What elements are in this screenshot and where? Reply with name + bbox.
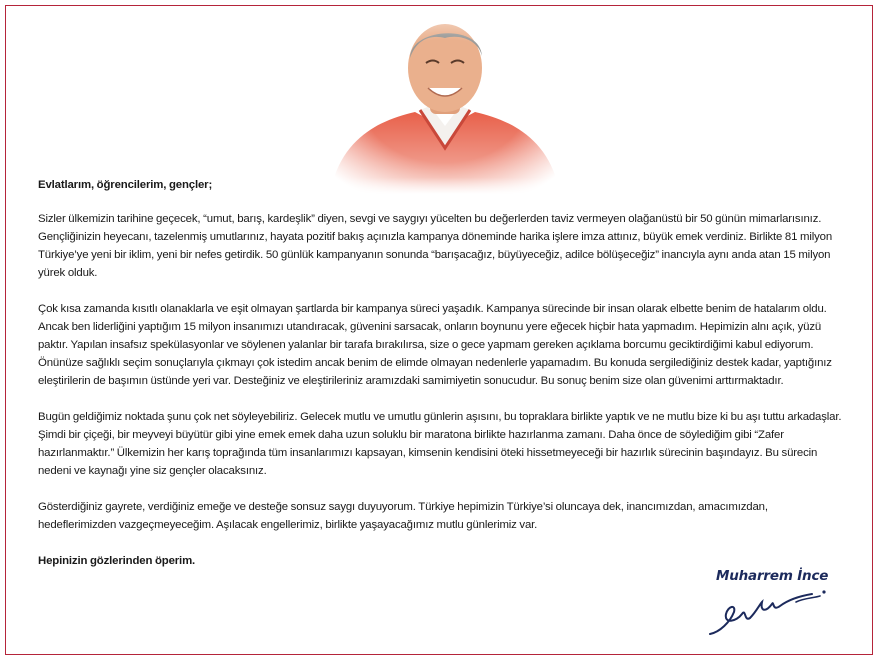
letter-body xyxy=(38,176,844,570)
paragraph: Gösterdiğiniz gayrete, verdiğiniz emeğe ve desteğe sonsuz saygı duyuyorum. Türkiye hepimizin Türkiye’si oluncaya dek, inancımızdan, amacımızdan, hedeflerimizden vazgeçmeyeceğim. Aşılacak engellerimiz, birlikte yaşayacağımız mutlu günlerimiz var. xyxy=(38,501,768,531)
signer-name: Muharrem İnce xyxy=(716,568,829,584)
paragraph: Çok kısa zamanda kısıtlı olanaklarla ve eşit olmayan şartlarda bir kampanya süreci yaşadık. Kampanya sürecinde bir insan olarak elbette benim de hatalarım oldu. Ancak ben liderliğini yaptığım 15 milyon insanımızı utandıracak, güvenini sarsacak, onların boynunu yere eğecek hiçbir hata yapmadım. Hepimizin alnı açık, yüzü paktır. Yapılan insafsız spekülasyonlar ve söylenen yalanlar bir tarafa bırakılırsa, size o gece yapmam gereken açıklama borcumu geciktirdiğimi kabul ediyorum. Önünüze sağlıklı seçim sonuçlarıyla çıkmayı çok istedim ancak benim de elimde olmayan nedenlerle yapamadım. Bu konuda sergilediğiniz destek kadar, yaptığınız eleştirilerin de başımın üstünde yeri var. Desteğiniz ve eleştirileriniz aramızdaki samimiyetin sonucudur. Bu sonuç benim size olan güvenimi arttırmaktadır. xyxy=(38,303,832,387)
paragraph: Sizler ülkemizin tarihine geçecek, “umut, barış, kardeşlik” diyen, sevgi ve saygıyı yücelten bu değerlerden taviz vermeyen olağanüstü bir 50 günün mimarlarısınız. Gençliğinizin heyecanı, tazelenmiş umutlarınız, hayata pozitif bakış açınızla kampanya döneminde harika işlere imza attınız, büyük emek verdiniz. Birlikte 81 milyon Türkiye’ye yeni bir iklim, yeni bir nefes getirdik. 50 günlük kampanyanın sonunda “barışacağız, büyüyeceğiz, adilce bölüşeceğiz” inancıyla aynı anda atan 15 milyon yürek olduk. xyxy=(38,213,833,279)
paragraph: Bugün geldiğimiz noktada şunu çok net söyleyebiliriz. Gelecek mutlu ve umutlu günlerin aşısını, bu topraklara birlikte yaptık ve ne mutlu bize ki bu aşı tuttu arkadaşlar. Şimdi bir çiçeği, bir meyveyi büyütür gibi yine emek emek daha uzun soluklu bir maratona birlikte hazırlanma zamanı. Daha önce de söylediğim gibi “Zafer hazırlanmaktır.” Ülkemizin her karış toprağında tüm insanlarımızı kapsayan, kimsenin kendisini öteki hissetmeyeceği bir hazırlık sürecinin başındayız. Bu sürecin nedeni ve kaynağı yine siz gençler olacaksınız. xyxy=(38,411,842,477)
salutation: Evlatlarım, öğrencilerim, gençler; xyxy=(38,179,213,191)
handwritten-signature xyxy=(700,582,850,644)
closing-line: Hepinizin gözlerinden öperim. xyxy=(38,555,196,567)
portrait-photo xyxy=(320,8,570,194)
